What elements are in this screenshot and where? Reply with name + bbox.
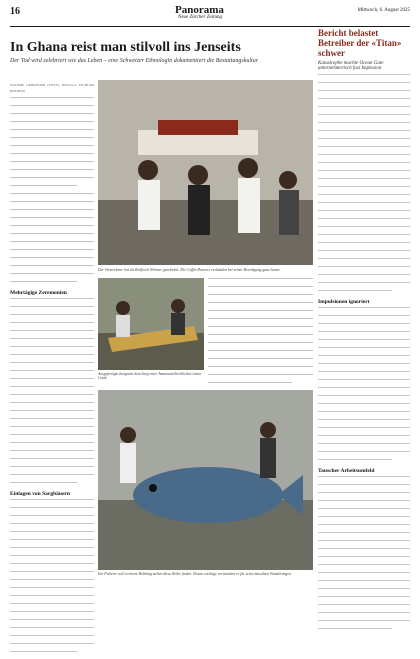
photo-caption: Der Verstorbene hat als Redfrock-Nehmer gearbeitet. Die Coffin-Dancers verkünden bei seiner Beerdigung ganz Laune.: [98, 268, 281, 272]
masthead-rule: [10, 26, 410, 27]
article-byline: NAOMIE GEBRÜDER (TEXT), REGULA TSCHUMI (BILDER): [10, 83, 94, 93]
issue-date: Mittwoch, 6. August 2025: [357, 8, 410, 13]
photo-procession: [98, 80, 313, 265]
sidebar-story: [318, 28, 410, 636]
photo-coffin: [98, 278, 204, 370]
section-heading: Einlagen von Sargbäuern: [10, 491, 70, 497]
photo-caption: Ausgefertigte Insignien dem Sarg einer Amanaria/kirchlichen Lama Goah.: [98, 372, 201, 380]
section-heading: Tauscher Arbeitsumfeld: [318, 468, 375, 474]
sidebar-subhead: Katastrophe machte Ocean Gate unternehmerisch fast Implosion: [318, 61, 384, 71]
section-title: Panorama: [175, 4, 224, 16]
section-heading: Impulsionen ignoriert: [318, 299, 370, 305]
newspaper-name: Neue Zürcher Zeitung: [178, 15, 222, 20]
article-column-2: [208, 278, 313, 390]
section-heading: Mehrtägige Zeremonien: [10, 290, 67, 296]
article-headline: In Ghana reist man stilvoll ins Jenseits: [10, 40, 241, 55]
page-number: 16: [10, 6, 20, 17]
article-column-1: [10, 82, 94, 659]
photo-fish-coffin: [98, 390, 313, 570]
sidebar-headline: Bericht belastet Betreiber der «Titan» schwer: [318, 28, 402, 58]
photo-caption: Ein Fisherer soll in einem Hobbing stehen diese Reihe finden. Daran wichtige verwundete er für seine täuschten Wanderungen.: [98, 572, 292, 576]
article-subhead: Der Tod wird zelebriert wie das Leben – eine Schweizer Ethnologin dokumentiert die Bestattungskultur: [10, 58, 259, 64]
